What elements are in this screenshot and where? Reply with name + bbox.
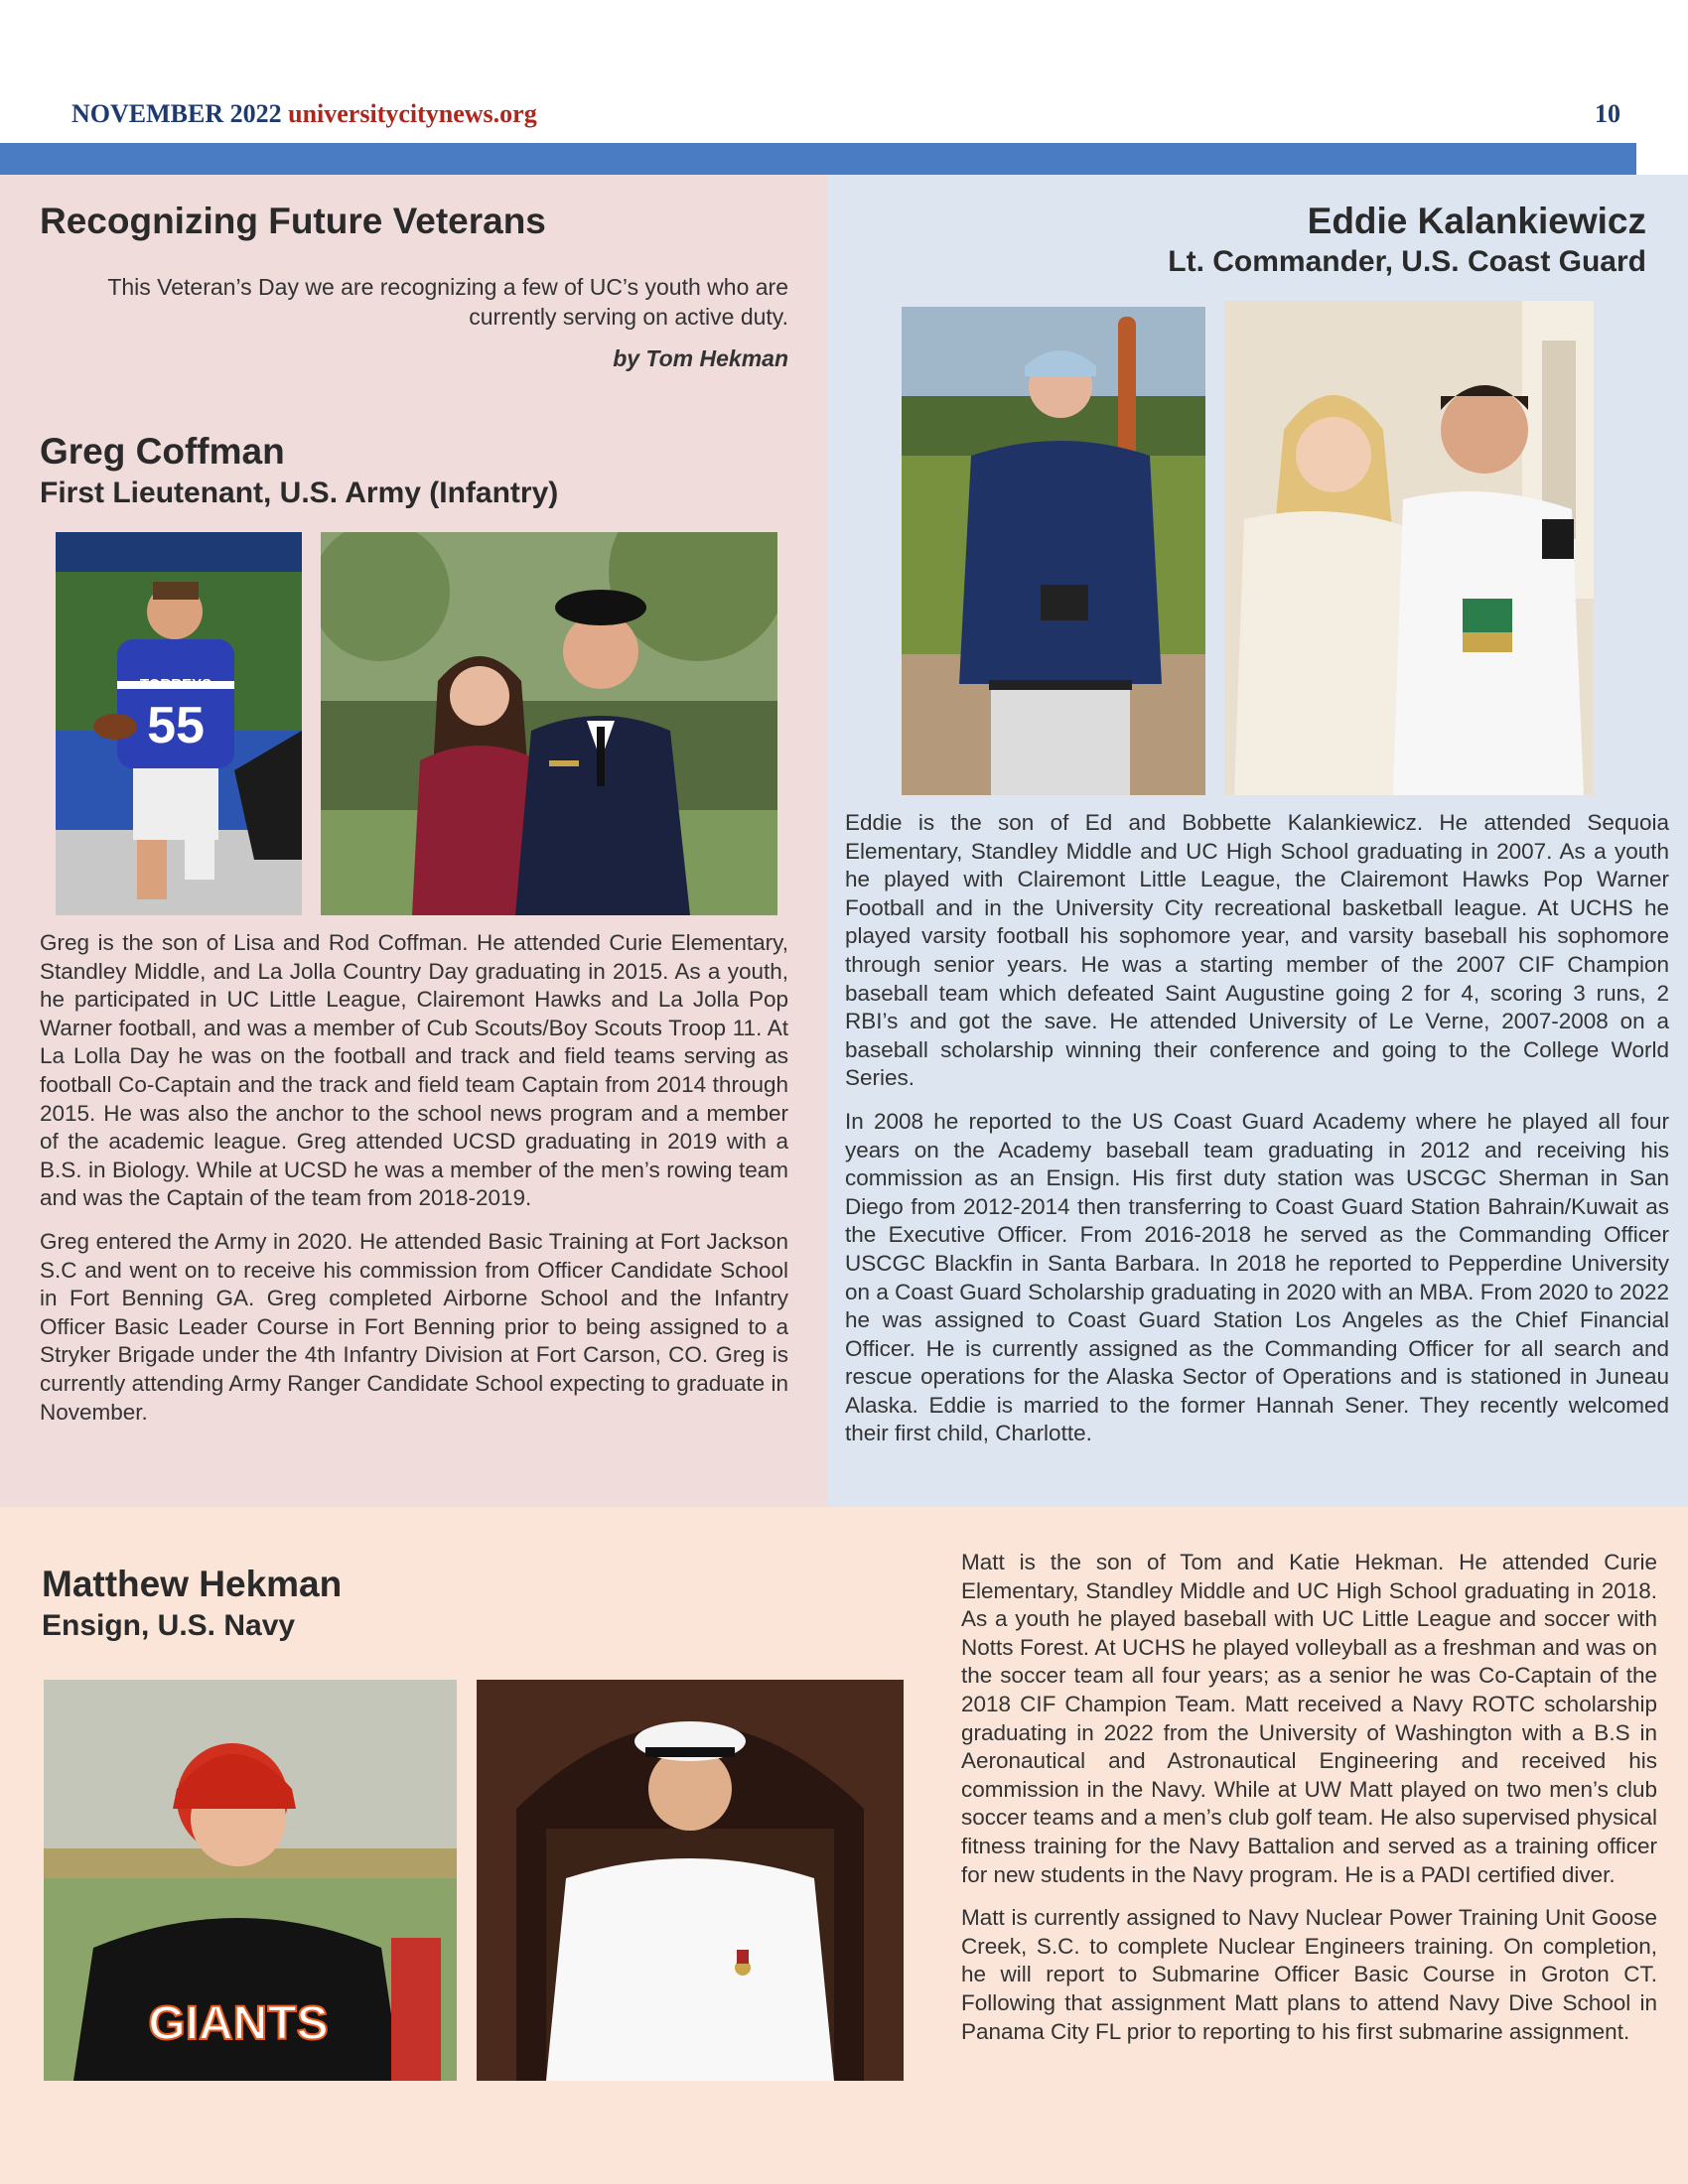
- eddie-name: Eddie Kalankiewicz: [1307, 201, 1646, 241]
- eddie-bio-paragraph: Eddie is the son of Ed and Bobbette Kalankiewicz. He attended Sequoia Elementary, Standley Middle and UC High School graduating in 2007. As a youth he played with Clairemont Little League, the Clairemont Hawks Pop Warner Football and in the University City recreational basketball league. At UCHS he played varsity football his sophomore year, and varsity baseball his sophomore through senior years. He was a starting member of the 2007 CIF Champion baseball team which defeated Saint Augustine going 2 for 4, scoring 3 runs, 2 RBI’s and got the save. He attended University of Le Verne, 2007-2008 on a baseball scholarship winning their conference and going to the College World Series.: [845, 810, 1669, 1091]
- eddie-baseball-photo: [902, 307, 1205, 795]
- matthew-bio-paragraph: Matt is the son of Tom and Katie Hekman. He attended Curie Elementary, Standley Middle and UC High School graduating in 2018. As a youth he played baseball with UC Little League and soccer with Notts Forest. At UCHS he played volleyball as a freshman and was on the soccer team all four years; as a senior he was Co-Captain of the 2018 CIF Champion Team. Matt received a Navy ROTC scholarship graduating in 2022 from the University of Washington with a B.S in Aeronautical and Astronautical Engineering and received his commission in the Navy. While at UW Matt played on two men’s club soccer teams and a men’s club golf team. He also supervised physical fitness training for the Navy Battalion and served as a training officer for new students in the Navy program. He is a PADI certified diver.: [961, 1550, 1657, 1887]
- matthew-bio-paragraph: Matt is currently assigned to Navy Nuclear Power Training Unit Goose Creek, S.C. to complete Nuclear Engineers training. On completion, he will report to Submarine Officer Basic Course in Groton CT. Following that assignment Matt plans to attend Navy Dive School in Panama City FL prior to reporting to his first submarine assignment.: [961, 1905, 1657, 2044]
- matthew-jersey-text: GIANTS: [148, 1997, 329, 2050]
- article-byline: by Tom Hekman: [613, 345, 788, 371]
- article-intro: This Veteran’s Day we are recognizing a few of UC’s youth who are currently serving on active duty.: [107, 274, 788, 330]
- issue-date: NOVEMBER 2022: [71, 99, 282, 128]
- greg-bio-paragraph: Greg is the son of Lisa and Rod Coffman. He attended Curie Elementary, Standley Middle, and La Jolla Country Day graduating in 2015. As a youth, he participated in UC Little League, Clairemont Hawks and La Jolla Pop Warner football, and was a member of Cub Scouts/Boy Scouts Troop 11. At La Lolla Day he was on the football and track and field teams serving as football Co-Captain and the track and field team Captain from 2014 through 2015. He was also the anchor to the school news program and a member of the academic league. Greg attended UCSD graduating in 2019 with a B.S. in Biology. While at UCSD he was a member of the men’s rowing team and was the Captain of the team from 2018-2019.: [40, 930, 788, 1211]
- greg-football-photo: [56, 532, 302, 915]
- greg-bio-paragraph: Greg entered the Army in 2020. He attended Basic Training at Fort Jackson S.C and went on to receive his commission from Officer Candidate School in Fort Benning GA. Greg completed Airborne School and the Infantry Officer Basic Leader Course in Fort Benning prior to being assigned to a Stryker Brigade under the 4th Infantry Division at Fort Carson, CO. Greg is currently attending Army Ranger Candidate School expecting to graduate in November.: [40, 1228, 788, 1425]
- eddie-bio: [845, 809, 1669, 1463]
- page-number: 10: [1595, 99, 1620, 128]
- eddie-bio-paragraph: In 2008 he reported to the US Coast Guard Academy where he played all four years on the Academy baseball team graduating in 2012 and receiving his commission as an Ensign. His first duty station was USCGC Sherman in San Diego from 2012-2014 then transferring to Coast Guard Station Bahrain/Kuwait as the Executive Officer. From 2016-2018 he served as the Commanding Officer USCGC Blackfin in Santa Barbara. In 2018 he reported to Pepperdine University on a Coast Guard Scholarship graduating in 2020 with an MBA. From 2020 to 2022 he was assigned to Coast Guard Station Los Angeles as the Chief Financial Officer. He is currently assigned as the Commanding Officer for all search and rescue operations for the Alaska Sector of Operations and is stationed in Juneau Alaska. Eddie is married to the former Hannah Sener. They recently welcomed their first child, Charlotte.: [845, 1108, 1669, 1446]
- matthew-navy-photo: [477, 1680, 904, 2081]
- greg-uniform-photo: [321, 532, 777, 915]
- page-header: [71, 99, 1620, 135]
- matthew-baseball-photo: [44, 1680, 457, 2081]
- matthew-name: Matthew Hekman: [42, 1564, 343, 1604]
- matthew-bio: [961, 1549, 1657, 2061]
- header-rule: [0, 143, 1636, 175]
- site-url[interactable]: universitycitynews.org: [288, 99, 537, 128]
- greg-name: Greg Coffman: [40, 431, 285, 472]
- article-title: Recognizing Future Veterans: [40, 201, 546, 241]
- matthew-rank: Ensign, U.S. Navy: [42, 1609, 296, 1642]
- greg-jersey-number: 55: [147, 697, 205, 754]
- eddie-wedding-photo: [1224, 301, 1594, 795]
- eddie-rank: Lt. Commander, U.S. Coast Guard: [1168, 245, 1646, 278]
- greg-jersey-text: TORREYS: [139, 676, 212, 693]
- greg-bio: [40, 929, 788, 1441]
- greg-rank: First Lieutenant, U.S. Army (Infantry): [40, 477, 559, 509]
